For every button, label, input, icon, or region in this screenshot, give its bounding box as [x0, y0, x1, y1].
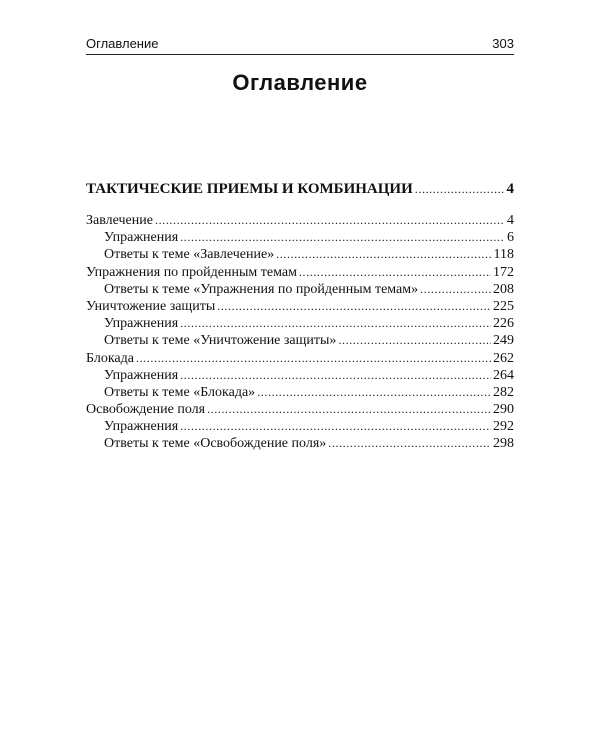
toc-page: 6 [507, 230, 514, 246]
toc-page: 298 [493, 436, 514, 452]
toc-entry [86, 246, 514, 263]
toc-entry [86, 401, 514, 418]
toc-page: 118 [493, 247, 514, 263]
toc-label: Освобождение поля [86, 402, 206, 418]
toc-page: 4 [507, 213, 514, 228]
toc-label: Упражнения [104, 367, 179, 383]
toc-page: 292 [493, 419, 514, 435]
page-title: Оглавление [232, 70, 368, 95]
toc-entry [86, 281, 514, 298]
toc-entry [86, 264, 514, 281]
toc-label: Ответы к теме «Упражнения по пройденным темам» [104, 281, 419, 297]
toc-page: 282 [493, 384, 514, 400]
toc-label: ТАКТИЧЕСКИЕ ПРИЕМЫ И КОМБИНАЦИИ [86, 181, 413, 197]
toc-label: Ответы к теме «Блокада» [104, 384, 256, 400]
toc-page: 172 [493, 264, 514, 280]
running-title: Оглавление [86, 36, 159, 51]
dot-leader [299, 264, 491, 281]
toc-section-heading [86, 180, 514, 198]
toc-entry [86, 384, 514, 401]
toc-entry [86, 418, 514, 435]
toc-page: 226 [493, 316, 514, 332]
toc-entry [86, 212, 514, 229]
toc-page: 249 [493, 333, 514, 349]
toc-entry [86, 229, 514, 246]
toc-entry [86, 435, 514, 452]
dot-leader [276, 246, 491, 263]
toc-entry [86, 315, 514, 332]
dot-leader [180, 229, 504, 246]
toc-entry [86, 367, 514, 384]
toc-entry [86, 332, 514, 349]
dot-leader [420, 281, 491, 298]
toc-label: Упражнения [104, 316, 179, 332]
toc-page: 264 [493, 367, 514, 383]
page-number: 303 [492, 36, 514, 51]
dot-leader [217, 298, 491, 315]
dot-leader [207, 401, 491, 418]
dot-leader [338, 332, 491, 349]
dot-leader [415, 180, 504, 198]
toc-label: Завлечение [86, 213, 153, 228]
toc-label: Упражнения [104, 419, 179, 435]
dot-leader [136, 350, 491, 367]
toc-entry [86, 298, 514, 315]
toc-page: 208 [493, 281, 514, 297]
toc-label: Уничтожение защиты [86, 298, 216, 314]
toc-page: 290 [493, 402, 514, 418]
dot-leader [180, 315, 491, 332]
toc-page: 4 [506, 181, 514, 197]
toc-label: Ответы к теме «Уничтожение защиты» [104, 333, 337, 349]
dot-leader [257, 384, 491, 401]
dot-leader [180, 418, 491, 435]
dot-leader [328, 435, 491, 452]
toc-label: Блокада [86, 350, 134, 366]
dot-leader [155, 212, 504, 229]
toc-page: 262 [493, 350, 514, 366]
toc-label: Упражнения по пройденным темам [86, 264, 297, 280]
table-of-contents [86, 180, 514, 453]
toc-entry [86, 350, 514, 367]
running-head [86, 34, 514, 55]
toc-label: Ответы к теме «Завлечение» [104, 247, 275, 263]
toc-label: Ответы к теме «Освобождение поля» [104, 436, 327, 452]
toc-page: 225 [493, 298, 514, 314]
dot-leader [180, 367, 491, 384]
toc-label: Упражнения [104, 230, 179, 246]
